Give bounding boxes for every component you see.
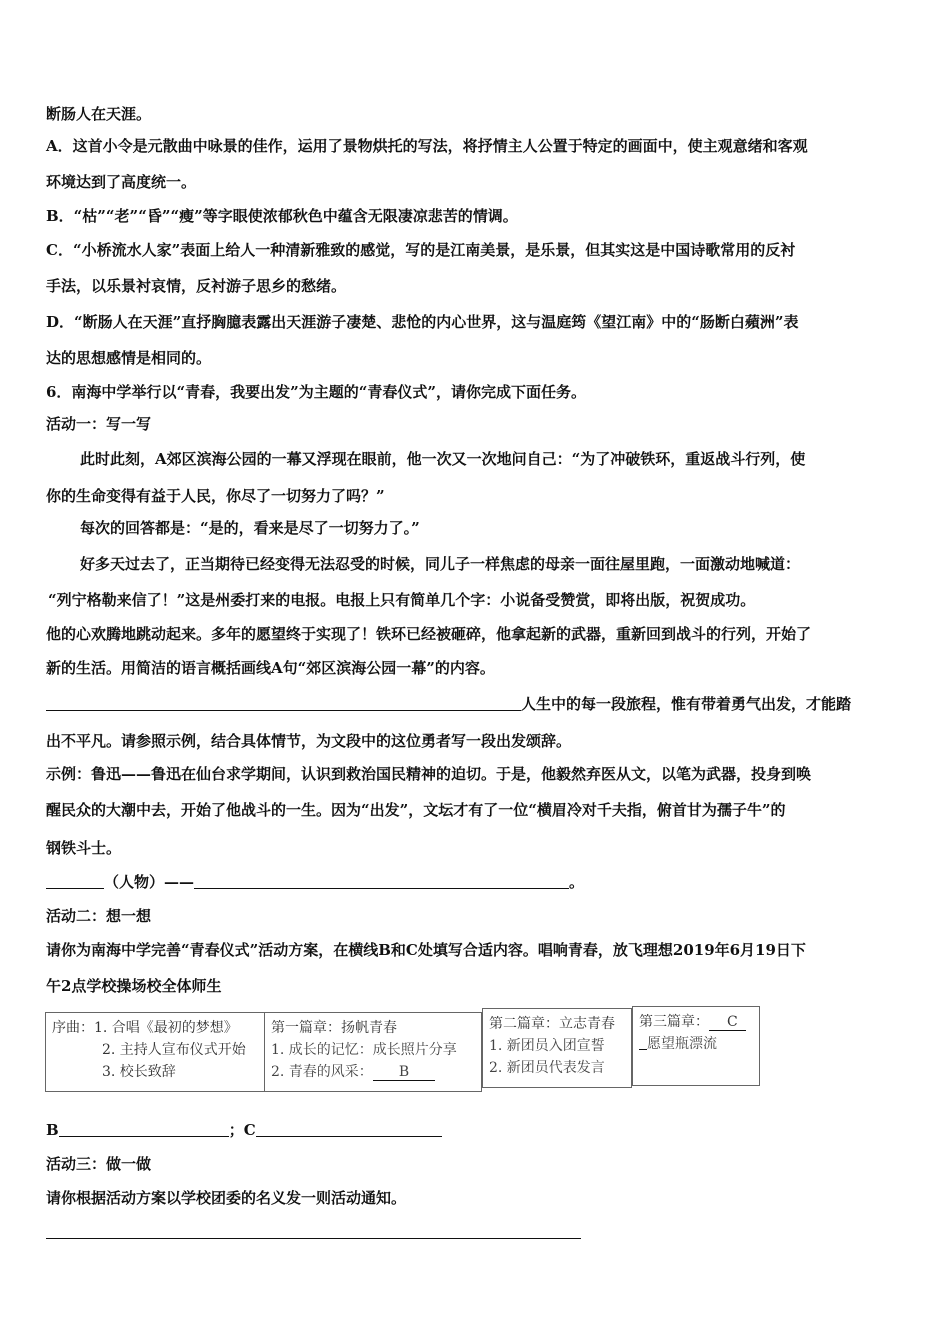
chapter3-line: 愿望瓶漂流 — [647, 1036, 717, 1052]
prelude-item: 3. 校长致辞 — [102, 1064, 176, 1080]
eulogy-blank[interactable] — [194, 873, 569, 889]
plan-chapter-3 — [632, 1006, 760, 1086]
answer-blank[interactable] — [46, 695, 521, 711]
text-line: 手法，以乐景衬哀情，反衬游子思乡的愁绪。 — [46, 277, 347, 295]
blank-b[interactable]: B — [373, 1064, 435, 1081]
plan-prelude — [45, 1012, 265, 1092]
activity-2-heading: 活动二：想一想 — [46, 907, 152, 925]
answer-line-bc — [46, 1120, 442, 1140]
prelude-item: 1. 合唱《最初的梦想》 — [94, 1020, 238, 1036]
text-line: 请你根据活动方案以学校团委的名义发一则活动通知。 — [46, 1189, 407, 1207]
chapter1-title: 第一篇章：扬帆青春 — [271, 1020, 397, 1036]
notice-answer-line — [46, 1222, 581, 1242]
option-d: D．“断肠人在天涯”直抒胸臆表露出天涯游子凄楚、悲怆的内心世界，这与温庭筠《望江南》中的“肠断白蘋洲”表 — [46, 313, 799, 331]
text-inline: 人生中的每一段旅程，惟有带着勇气出发，才能踏 — [521, 695, 852, 713]
plan-chapter-2 — [482, 1008, 632, 1088]
activity-1-heading: 活动一：写一写 — [46, 415, 152, 433]
chapter1-item: 2. 青春的风采： — [271, 1064, 373, 1080]
answer-line-a — [46, 694, 851, 714]
text-line: 达的思想感情是相同的。 — [46, 349, 212, 367]
passage-line: 此时此刻，A郊区滨海公园的一幕又浮现在眼前，他一次又一次地问自己：“为了冲破铁环，重返战斗行列，使 — [80, 450, 806, 468]
notice-blank[interactable] — [46, 1223, 581, 1239]
option-b: B．“枯”“老”“昏”“瘦”等字眼使浓郁秋色中蕴含无限凄凉悲苦的情调。 — [46, 207, 518, 225]
example-line: 钢铁斗士。 — [46, 839, 122, 857]
chapter3-title: 第三篇章： — [639, 1014, 709, 1030]
chapter2-item: 2. 新团员代表发言 — [489, 1060, 605, 1076]
prelude-title: 序曲： — [52, 1020, 94, 1036]
blank-c-line — [639, 1035, 647, 1050]
blank-c[interactable]: C — [709, 1014, 746, 1031]
text-line: 出不平凡。请参照示例，结合具体情节，为文段中的这位勇者写一段出发颂辞。 — [46, 732, 572, 750]
person-blank[interactable] — [46, 873, 104, 889]
text-inline: （人物）—— — [104, 873, 195, 891]
example-line: 示例：鲁迅——鲁迅在仙台求学期间，认识到救治国民精神的迫切。于是，他毅然弃医从文，以笔为武器，投身到唤 — [46, 765, 812, 783]
person-answer-line — [46, 872, 584, 892]
text-inline: 。 — [569, 873, 585, 891]
passage-line: 好多天过去了，正当期待已经变得无法忍受的时候，同儿子一样焦虑的母亲一面往屋里跑，一面激动地喊道： — [80, 555, 801, 573]
plan-chapter-1 — [264, 1012, 482, 1092]
option-c: C．“小桥流水人家”表面上给人一种清新雅致的感觉，写的是江南美景，是乐景，但其实这是中国诗歌常用的反衬 — [46, 241, 796, 259]
example-line: 醒民众的大潮中去，开始了他战斗的一生。因为“出发”，文坛才有了一位“横眉冷对千夫指，俯首甘为孺子牛”的 — [46, 801, 786, 819]
chapter1-item: 1. 成长的记忆：成长照片分享 — [271, 1042, 457, 1058]
option-a: A．这首小令是元散曲中咏景的佳作，运用了景物烘托的写法，将抒情主人公置于特定的画面中，使主观意绪和客观 — [46, 137, 808, 155]
text-line: 环境达到了高度统一。 — [46, 173, 197, 191]
label-b: B — [46, 1121, 59, 1139]
passage-line: 他的心欢腾地跳动起来。多年的愿望终于实现了！铁环已经被砸碎，他拿起新的武器，重新回到战斗的行列，开始了 — [46, 625, 812, 643]
activity-plan — [45, 1008, 760, 1092]
text-line: 请你为南海中学完善“青春仪式”活动方案，在横线B和C处填写合适内容。唱响青春，放飞理想2019年6月19日下 — [46, 941, 806, 959]
label-c: ；C — [228, 1121, 256, 1139]
chapter2-item: 1. 新团员入团宣誓 — [489, 1038, 605, 1054]
chapter2-title: 第二篇章：立志青春 — [489, 1016, 615, 1032]
answer-blank-c[interactable] — [256, 1121, 442, 1137]
question-line: 新的生活。用简洁的语言概括画线A句“郊区滨海公园一幕”的内容。 — [46, 659, 495, 677]
question-6: 6．南海中学举行以“青春，我要出发”为主题的“青春仪式”，请你完成下面任务。 — [46, 383, 586, 401]
text-line: 断肠人在天涯。 — [46, 105, 152, 123]
passage-line: “列宁格勒来信了！”这是州委打来的电报。电报上只有简单几个字：小说备受赞赏，即将出版，祝贺成功。 — [48, 591, 756, 609]
prelude-item: 2. 主持人宣布仪式开始 — [102, 1042, 246, 1058]
passage-line: 你的生命变得有益于人民，你尽了一切努力了吗？” — [46, 487, 385, 505]
passage-line: 每次的回答都是：“是的，看来是尽了一切努力了。” — [80, 519, 420, 537]
text-line: 午2点学校操场校全体师生 — [46, 977, 222, 995]
answer-blank-b[interactable] — [59, 1121, 229, 1137]
activity-3-heading: 活动三：做一做 — [46, 1155, 152, 1173]
